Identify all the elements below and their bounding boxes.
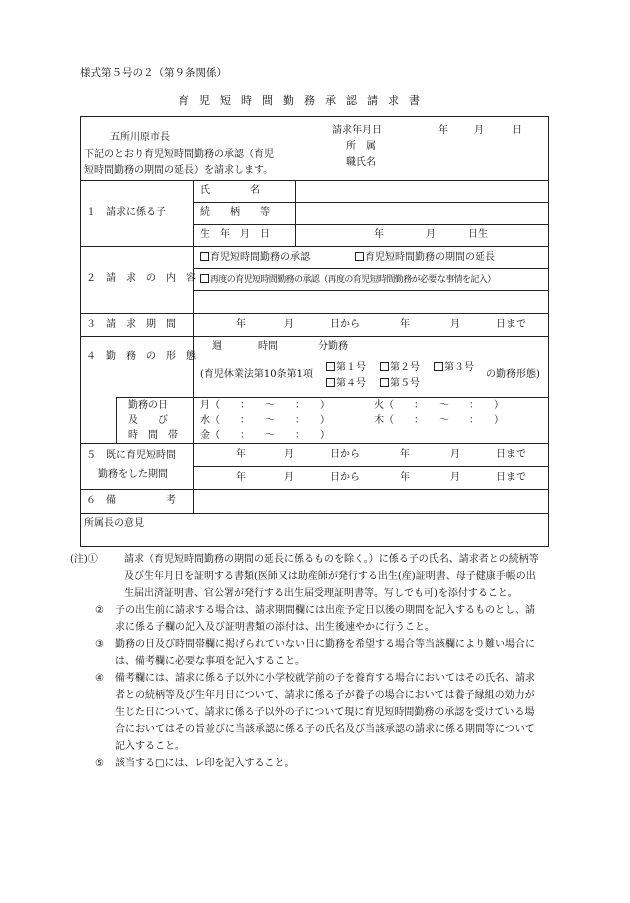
birth-day-unit: 日生	[468, 229, 488, 240]
note-5	[88, 755, 540, 772]
period-from-month-unit: 月	[284, 319, 294, 330]
form-number: 様式第５号の２（第９条関係）	[80, 67, 227, 79]
row1-label: １ 請求に係る子	[86, 207, 166, 218]
minutes-label: 分勤務	[318, 341, 348, 352]
request-body-line2: 短時間勤務の期間の延長）を請求します。	[84, 165, 274, 176]
hours-label: 時間	[258, 341, 278, 352]
birthdate-label: 生 年 月 日	[200, 229, 270, 240]
option-go2[interactable]: 第２号	[380, 362, 420, 373]
note-1-text: 請求（育児短時間勤務の期間の延長に係るものを除く。）に係る子の氏名、請求者との続柄等及び生年月日を証明する書類(医師又は助産師が発行する出生(産)証明書、母子健康手帳の出生届出済証明書、官公署が発行する出生届受理証明書等。写しでも可)を添付すること。	[124, 554, 539, 599]
law-reference: (育児休業法第10条第1項	[200, 369, 313, 380]
option-reapproval[interactable]: 再度の育児短時間勤務の承認（再度の育児短時間勤務が必要な事情を記入）	[200, 274, 496, 285]
prev1-from-label: 日から	[330, 449, 360, 460]
name-label: 職氏名	[346, 157, 376, 168]
supervisor-opinion-label: 所属長の意見	[84, 518, 144, 529]
row3-label: ３ 請 求 期 間	[86, 319, 176, 330]
birth-month-unit: 月	[426, 229, 436, 240]
checkbox[interactable]	[326, 378, 335, 387]
week-label: 週	[212, 341, 222, 352]
department-label: 所 属	[346, 141, 376, 152]
note-4-number: ④	[95, 673, 104, 684]
note-4	[88, 670, 540, 755]
thursday-time: 木（ ： ～ ： ）	[374, 415, 504, 426]
work-form-suffix: の勤務形態)	[486, 369, 540, 380]
wednesday-time: 水（ ： ～ ： ）	[200, 415, 330, 426]
prev2-from-month: 月	[284, 472, 294, 483]
checkbox[interactable]	[380, 362, 389, 371]
prev1-from-year: 年	[236, 449, 246, 460]
prev2-from-year: 年	[236, 472, 246, 483]
checkbox[interactable]	[200, 252, 209, 261]
prev1-to-year: 年	[400, 449, 410, 460]
period-from-label: 日から	[330, 319, 360, 330]
date-year-unit: 年	[438, 125, 448, 136]
option-approval[interactable]: 育児短時間勤務の承認	[200, 252, 310, 263]
addressee: 五所川原市長	[110, 132, 170, 143]
date-day-unit: 日	[512, 125, 522, 136]
row2-label: ２ 請 求 の 内 容	[86, 273, 196, 284]
option-extension[interactable]: 育児短時間勤務の期間の延長	[355, 252, 495, 263]
period-to-label: 日まで	[496, 319, 526, 330]
option-go5[interactable]: 第５号	[380, 378, 420, 389]
option-go3[interactable]: 第３号	[434, 362, 474, 373]
workday-label-1: 勤務の日	[128, 400, 168, 411]
workday-label-2: 及 び	[128, 415, 168, 426]
note-4-text: 備考欄には、請求に係る子以外に小学校就学前の子を養育する場合においてはその氏名、請求者との続柄等及び生年月日について、請求に係る子が養子の場合においては養子縁組の効力が生じた日について、請求に係る子以外の子について現に育児短時間勤務の承認を受けている場合においてはその旨並びに当該承認に係る子の氏名及び当該承認の請求に係る期間等について記入すること。	[115, 673, 535, 752]
period-to-year-unit: 年	[400, 319, 410, 330]
prev2-to-label: 日まで	[496, 472, 526, 483]
row4-label: ４ 勤 務 の 形 態	[86, 351, 196, 362]
monday-time: 月（ ： ～ ： ）	[200, 400, 330, 411]
checkbox[interactable]	[380, 378, 389, 387]
period-to-month-unit: 月	[450, 319, 460, 330]
row5-label-2: 勤務をした期間	[98, 469, 168, 480]
friday-time: 金（ ： ～ ： ）	[200, 430, 330, 441]
note-3-text: 勤務の日及び時間帯欄に掲げられていない日に勤務を希望する場合等当該欄により難い場合には、備考欄に必要な事項を記入すること。	[115, 639, 535, 667]
date-month-unit: 月	[474, 125, 484, 136]
workday-label-3: 時 間 帯	[128, 430, 178, 441]
prev2-to-year: 年	[400, 472, 410, 483]
checkbox[interactable]	[434, 362, 443, 371]
note-1	[70, 551, 540, 602]
remarks-label: ６ 備 考	[86, 495, 176, 506]
request-body-line1: 下記のとおり育児短時間勤務の承認（育児	[84, 149, 274, 160]
note-2	[88, 602, 540, 636]
period-from-year-unit: 年	[236, 319, 246, 330]
note-3-number: ③	[95, 639, 104, 650]
prev1-from-month: 月	[284, 449, 294, 460]
note-2-number: ②	[95, 605, 104, 616]
tuesday-time: 火（ ： ～ ： ）	[374, 400, 504, 411]
note-3	[88, 636, 540, 670]
checkbox[interactable]	[326, 362, 335, 371]
note-5-text: 該当する□には、レ印を記入すること。	[115, 758, 295, 769]
checkbox[interactable]	[355, 252, 364, 261]
prev1-to-month: 月	[450, 449, 460, 460]
option-go4[interactable]: 第４号	[326, 378, 366, 389]
page-title: 育児短時間勤務承認請求書	[178, 94, 430, 107]
child-name-label: 氏 名	[200, 185, 260, 196]
relation-label: 続 柄 等	[200, 207, 270, 218]
checkbox[interactable]	[200, 274, 209, 283]
notes	[70, 551, 540, 772]
note-5-number: ⑤	[95, 758, 104, 769]
birth-year-unit: 年	[374, 229, 384, 240]
prev2-from-label: 日から	[330, 472, 360, 483]
row5-label-1: ５ 既に育児短時間	[86, 450, 176, 461]
note-2-text: 子の出生前に請求する場合は、請求期間欄には出産予定日以後の期間を記入するものとし、請求に係る子欄の記入及び証明書類の添付は、出生後速やかに行うこと。	[115, 605, 535, 633]
prev1-to-label: 日まで	[496, 449, 526, 460]
note-1-number: (注)①	[70, 554, 98, 565]
prev2-to-month: 月	[450, 472, 460, 483]
request-date-label: 請求年月日	[332, 125, 382, 136]
option-go1[interactable]: 第１号	[326, 362, 366, 373]
